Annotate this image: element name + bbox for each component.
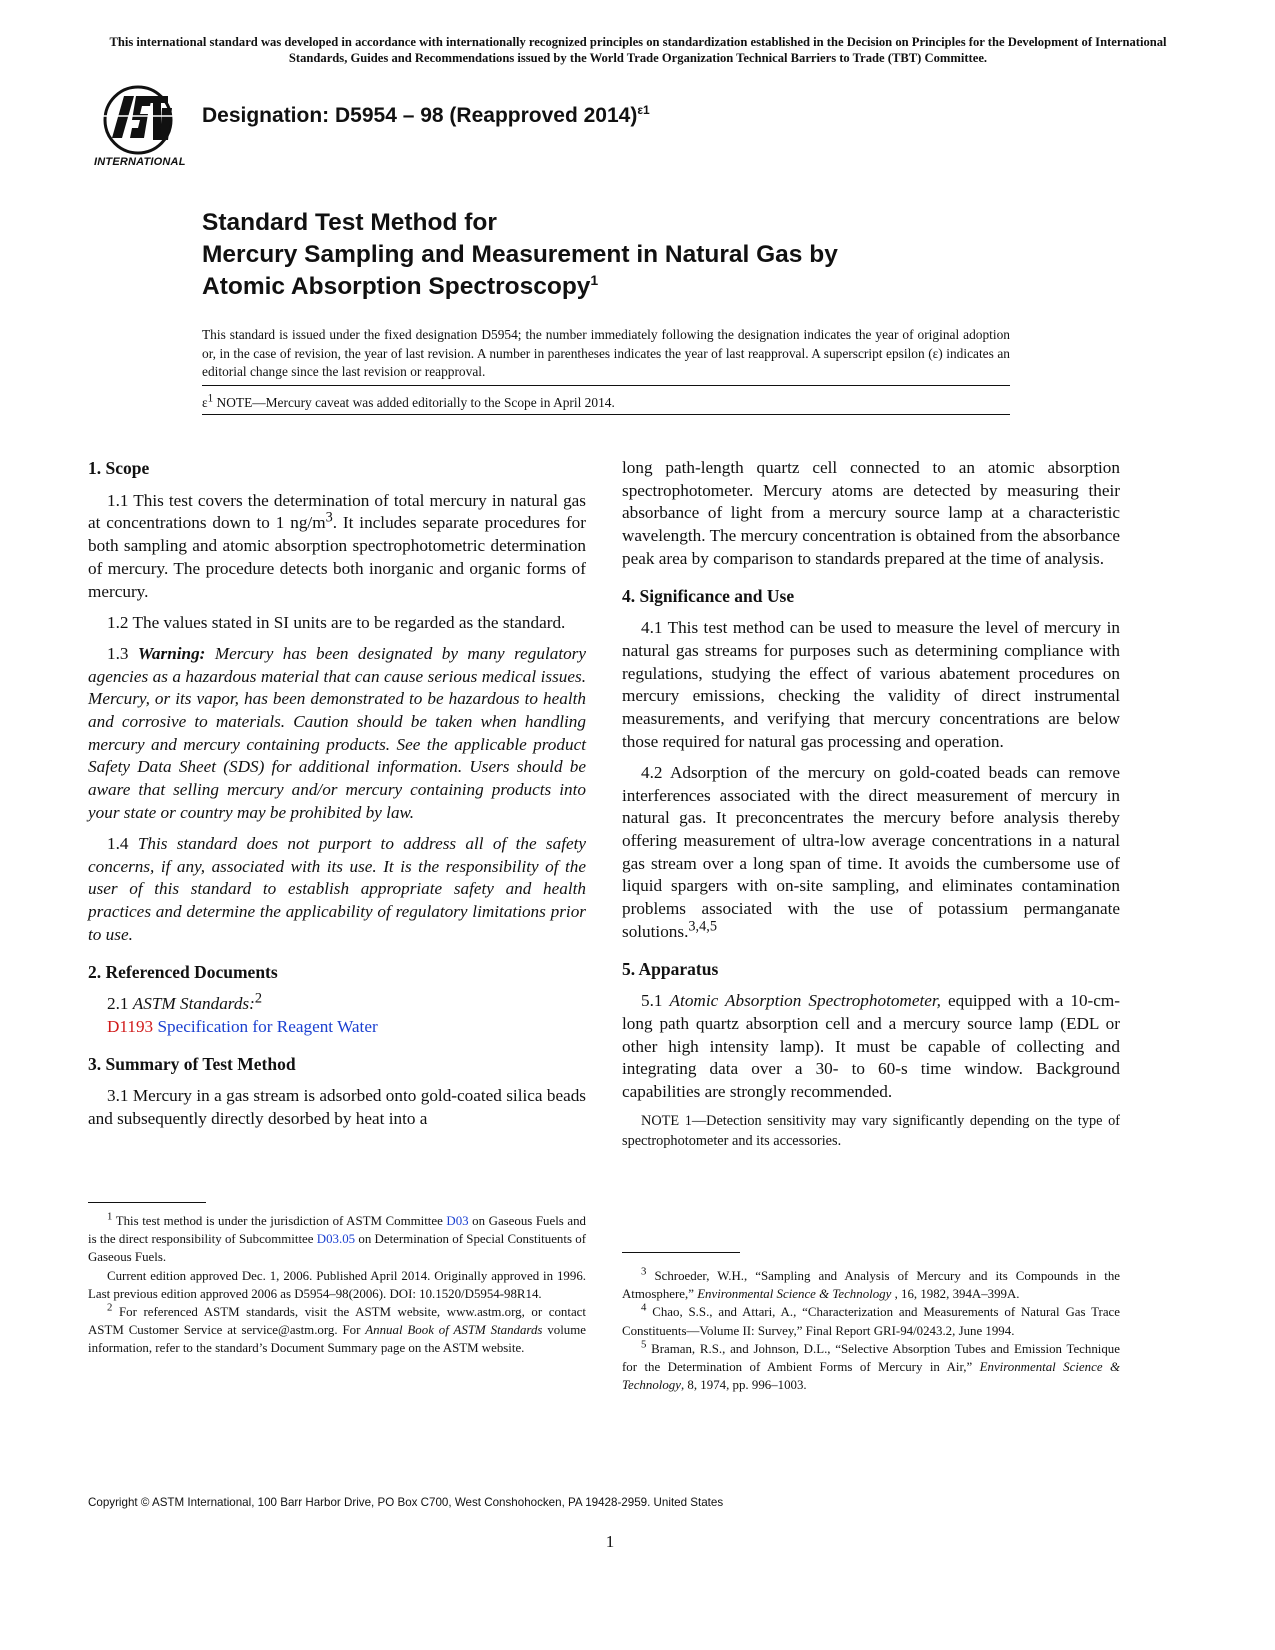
fn-text: Annual Book of ASTM Standards <box>365 1323 543 1338</box>
fn-text: Schroeder, W.H., “Sampling and Analysis of Mercury and its Compounds in the Atmosphere,” <box>622 1269 1120 1302</box>
title-line-2: Mercury Sampling and Measurement in Natural Gas by <box>202 241 838 268</box>
fn-text: For referenced ASTM standards, visit the ASTM website, www.astm.org, or contact ASTM Customer Service at service@astm.org. For <box>88 1305 586 1338</box>
logo-text: INTERNATIONAL <box>94 156 186 168</box>
title-line-3: Atomic Absorption Spectroscopy <box>202 273 591 300</box>
document-title <box>202 207 1102 303</box>
designation-sup: ε1 <box>637 103 650 117</box>
title-line-1: Standard Test Method for <box>202 209 497 236</box>
para-text: This standard does not purport to address all of the safety concerns, if any, associated with its use. It is the responsibility of the user of this standard to establish appropriate safety and health practices and determine the applicability of regulatory limitations prior to use. <box>88 834 586 944</box>
page-number: 1 <box>605 1532 615 1551</box>
section-heading-scope: 1. Scope <box>88 458 150 478</box>
para-2-1 <box>88 990 586 1016</box>
footnotes-right <box>622 1267 1120 1394</box>
divider <box>202 414 1010 415</box>
right-column <box>622 457 1120 1151</box>
fn-text: on Determination of Special Constituents of Gaseous Fuels. <box>88 1232 586 1265</box>
footnote-rule <box>622 1252 740 1253</box>
reference-link-d1193[interactable] <box>88 1016 586 1039</box>
reference-code[interactable]: D1193 <box>107 1016 154 1036</box>
para-text: Mercury has been designated by many regulatory agencies as a hazardous material that can cause serious medical issues. Mercury, or its vapor, has been demonstrated to be hazardous to health and corrosive to materials. Caution should be taken when handling mercury and mercury containing products. See the applicable product Safety Data Sheet (SDS) for additional information. Users should be aware that selling mercury and/or mercury containing products into your state or country may be prohibited by law. <box>88 643 586 822</box>
fn-text: on Gaseous Fuels and is the direct responsibility of Subcommittee <box>88 1214 586 1247</box>
footnote-4: $^4$ Chao, S.S., and Attari, A., “Characterization and Measurements of Natural Gas Trace Constituents—Volume II: Survey,” Final Report GRI-94/0243.2, June 1994. <box>622 1302 1120 1338</box>
copyright: Copyright © ASTM International, 100 Barr Harbor Drive, PO Box C700, West Conshohocken, PA 19428-2959. United States <box>88 1496 724 1509</box>
footnote-5: $^5$ Braman, R.S., and Johnson, D.L., “Selective Absorption Tubes and Emission Technique for the Determination of Ambient Forms of Mercury in Air,” Environmental Science & Technology, 8, 1974, pp. 996–1003. <box>622 1338 1120 1393</box>
footnote-rule <box>88 1202 206 1203</box>
issued-statement: This standard is issued under the fixed designation D5954; the number immediately following the designation indicates the year of original adoption or, in the case of revision, the year of last revision. A number in parentheses indicates the year of last reapproval. A superscript epsilon (ε) indicates an editorial change since the last revision or reapproval. <box>202 327 1010 379</box>
fn-text: , 16, 1982, 394A–399A. <box>891 1287 1020 1302</box>
footnote-3: $^3$ Schroeder, W.H., “Sampling and Analysis of Mercury and its Compounds in the Atmosphere,” Environmental Science & Technology , 16, 1982, 394A–399A. <box>622 1265 1120 1302</box>
para-3-1-cont: long path-length quartz cell connected to an atomic absorption spectrophotometer. Mercury atoms are detected by measuring their absorbance of light from a mercury source lamp at a characteristic wavelength. The mercury concentration is obtained from the absorbance peak area by comparison to standards prepared at the time of analysis. <box>622 458 1120 568</box>
para-1-2: 1.2 The values stated in SI units are to be regarded as the standard. <box>107 612 566 632</box>
para-sup: 2 <box>254 990 263 1007</box>
reference-title[interactable]: Specification for Reagent Water <box>153 1016 378 1036</box>
section-heading-apparatus: 5. Apparatus <box>622 958 719 979</box>
para-1-1 <box>88 490 586 604</box>
para-4-1: 4.1 This test method can be used to measure the level of mercury in natural gas streams for purposes such as determining compliance with regulations, studying the effect of various abatement procedures on mercury emissions, checking the validity of direct instrumental measurements, and verifying that mercury concentrations are below those required for natural gas processing and operation. <box>622 618 1120 751</box>
astm-logo <box>90 82 190 172</box>
para-num: 5.1 <box>641 991 670 1011</box>
designation-text: Designation: D5954 – 98 (Reapproved 2014) <box>202 104 638 127</box>
committee-link[interactable]: D03 <box>446 1214 469 1228</box>
para-4-2 <box>622 762 1120 944</box>
para-text: 4.2 Adsorption of the mercury on gold-coated beads can remove interferences associated with the direct measurement of mercury in natural gas. It preconcentrates the mercury before analysis thereby offering measurement of ultra-low average concentrations in a natural gas stream over a long span of time. It avoids the cumbersome use of liquid spargers with on-site sampling, and eliminates contamination problems associated with the use of potassium permanganate solutions. <box>622 762 1120 941</box>
fn-text: Environmental Science & Technology <box>622 1360 1120 1393</box>
fn-text: Braman, R.S., and Johnson, D.L., “Selective Absorption Tubes and Emission Technique for the Determination of Ambient Forms of Mercury in Air,” <box>622 1341 1120 1375</box>
fn-text: Chao, S.S., and Attari, A., “Characterization and Measurements of Natural Gas Trace Constituents—Volume II: Survey,” Final Report GRI-94/0243.2, June 1994. <box>622 1305 1120 1338</box>
para-5-1 <box>622 990 1120 1104</box>
para-text: equipped with a 10-cm-long path quartz absorption cell and a mercury source lamp (EDL or other high intensity lamp). It must be capable of collecting and integrating data over a 30- to 60-s time window. Background capabilities are strongly recommended. <box>622 991 1121 1102</box>
footnotes-left <box>88 1212 586 1358</box>
left-column <box>88 457 586 1139</box>
title-sup: 1 <box>590 271 599 288</box>
section-heading-significance: 4. Significance and Use <box>622 585 795 606</box>
designation <box>202 104 650 128</box>
para-text: Atomic Absorption Spectrophotometer, <box>669 991 941 1011</box>
para-3-1: 3.1 Mercury in a gas stream is adsorbed onto gold-coated silica beads and subsequently directly desorbed by heat into a <box>88 1086 586 1129</box>
fn-text: This test method is under the jurisdiction of ASTM Committee <box>115 1214 447 1228</box>
para-text: ASTM Standards: <box>132 994 255 1014</box>
warning-label: Warning: <box>137 643 206 663</box>
epsilon-sup: 1 <box>207 392 214 405</box>
section-heading-summary: 3. Summary of Test Method <box>88 1053 296 1074</box>
footnote-1: $^1$ This test method is under the jurisdiction of ASTM Committee D03 on Gaseous Fuels and is the direct responsibility of Subcommittee D03.05 on Determination of Special Constituents of Gaseous Fuels. <box>88 1210 586 1265</box>
para-1-4 <box>88 833 586 947</box>
footnote-1-edition: Current edition approved Dec. 1, 2006. Published April 2014. Originally approved in 1996. Last previous edition approved 2006 as D5954–98(2006). DOI: 10.1520/D5954-98R14. <box>88 1268 586 1301</box>
para-num: 1.4 <box>107 834 138 854</box>
para-text: . It includes separate procedures for both sampling and atomic absorption spectrophotometric determination of mercury. The procedure detects both inorganic and organic forms of mercury. <box>88 513 586 601</box>
para-1-3 <box>88 643 586 825</box>
note-1: NOTE 1—Detection sensitivity may vary significantly depending on the type of spectrophotometer and its accessories. <box>622 1113 1120 1149</box>
footnote-2: $^2$ For referenced ASTM standards, visit the ASTM website, www.astm.org, or contact ASTM Customer Service at service@astm.org. For Annual Book of ASTM Standards volume information, refer to the standard’s Document Summary page on the ASTM website. <box>88 1301 586 1356</box>
para-text: 1.1 This test covers the determination of total mercury in natural gas at concentrations down to 1 ng/m <box>88 490 586 533</box>
epsilon: ε <box>202 395 208 410</box>
fn-text: , 8, 1974, pp. 996–1003. <box>680 1378 807 1393</box>
section-heading-referenced: 2. Referenced Documents <box>88 961 278 982</box>
tbt-notice: This international standard was developed in accordance with internationally recognized principles on standardization established in the Decision on Principles for the Development of International Standards, Guides and Recommendations issued by the World Trade Organization Technical Barriers to Trade (TBT) Committee. <box>109 35 1167 65</box>
divider <box>202 385 1010 386</box>
para-sup: 3 <box>325 509 333 526</box>
fn-text: Environmental Science & Technology <box>697 1287 892 1302</box>
fn-text: volume information, refer to the standard’s Document Summary page on the ASTM website. <box>88 1323 586 1356</box>
para-sup: 3,4,5 <box>688 918 718 935</box>
para-num: 1.3 <box>107 643 138 663</box>
edit-note-text: NOTE—Mercury caveat was added editorially to the Scope in April 2014. <box>213 395 615 410</box>
editorial-note <box>202 392 615 411</box>
subcommittee-link[interactable]: D03.05 <box>316 1232 356 1247</box>
para-num: 2.1 <box>107 994 133 1014</box>
